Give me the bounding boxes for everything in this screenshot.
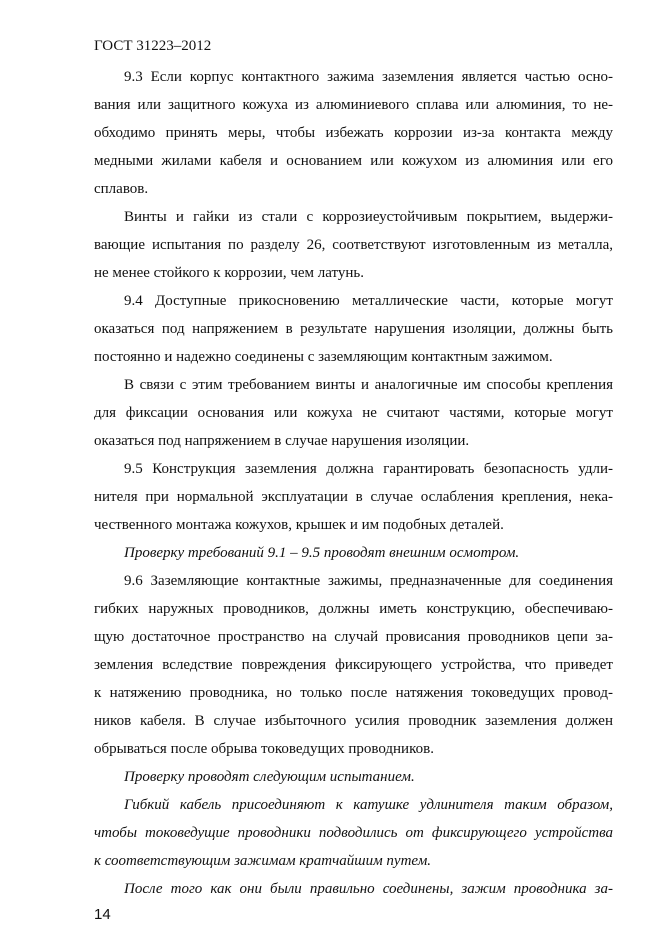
text-line: чественного монтажа кожухов, крышек и им подобных деталей. xyxy=(94,517,504,533)
italic-line: Гибкий кабель присоединяют к катушке удлинителя таким образом, xyxy=(124,797,613,813)
text-line: постоянно и надежно соединены с заземляющим контактным зажимом. xyxy=(94,349,553,365)
text-line: оказаться под напряжением в результате нарушения изоляции, должны быть xyxy=(94,321,613,337)
text-line: 9.4 Доступные прикосновению металлические части, которые могут xyxy=(124,293,613,309)
italic-line: Проверку проводят следующим испытанием. xyxy=(124,769,415,785)
text-line: обходимо принять меры, чтобы избежать коррозии из-за контакта между xyxy=(94,125,613,141)
text-line: обрываться после обрыва токоведущих проводников. xyxy=(94,741,434,757)
text-line: к натяжению проводника, но только после натяжения токоведущих провод- xyxy=(94,685,613,701)
text-line: нителя при нормальной эксплуатации в случае ослабления крепления, нека- xyxy=(94,489,613,505)
page-number: 14 xyxy=(94,906,111,923)
text-line: сплавов. xyxy=(94,181,149,197)
text-line: щую достаточное пространство на случай провисания проводников цепи за- xyxy=(94,629,613,645)
italic-line: чтобы токоведущие проводники подводились от фиксирующего устройства xyxy=(94,825,613,841)
text-line: вающие испытания по разделу 26, соответствуют изготовленным из металла, xyxy=(94,237,613,253)
text-line: оказаться под напряжением в случае нарушения изоляции. xyxy=(94,433,470,449)
text-line: земления вследствие повреждения фиксирующего устройства, что приведет xyxy=(94,657,613,673)
text-line: гибких наружных проводников, должны иметь конструкцию, обеспечиваю- xyxy=(94,601,613,617)
italic-line: После того как они были правильно соединены, зажим проводника за- xyxy=(124,881,613,897)
text-line: 9.6 Заземляющие контактные зажимы, предназначенные для соединения xyxy=(124,573,613,589)
italic-line: к соответствующим зажимам кратчайшим путем. xyxy=(94,853,432,869)
document-header: ГОСТ 31223–2012 xyxy=(94,38,212,54)
text-line: ников кабеля. В случае избыточного усилия проводник заземления должен xyxy=(94,713,613,729)
italic-line: Проверку требований 9.1 – 9.5 проводят внешним осмотром. xyxy=(124,545,520,561)
text-line: для фиксации основания или кожуха не считают частями, которые могут xyxy=(94,405,613,421)
text-line: медными жилами кабеля и основанием или кожухом из алюминия или его xyxy=(94,153,613,169)
text-line: 9.3 Если корпус контактного зажима заземления является частью осно- xyxy=(124,69,613,85)
text-line: 9.5 Конструкция заземления должна гарантировать безопасность удли- xyxy=(124,461,613,477)
text-line: не менее стойкого к коррозии, чем латунь. xyxy=(94,265,364,281)
text-line: вания или защитного кожуха из алюминиевого сплава или алюминия, то не- xyxy=(94,97,613,113)
text-line: Винты и гайки из стали с коррозиеустойчивым покрытием, выдержи- xyxy=(124,209,613,225)
text-line: В связи с этим требованием винты и аналогичные им способы крепления xyxy=(124,377,613,393)
